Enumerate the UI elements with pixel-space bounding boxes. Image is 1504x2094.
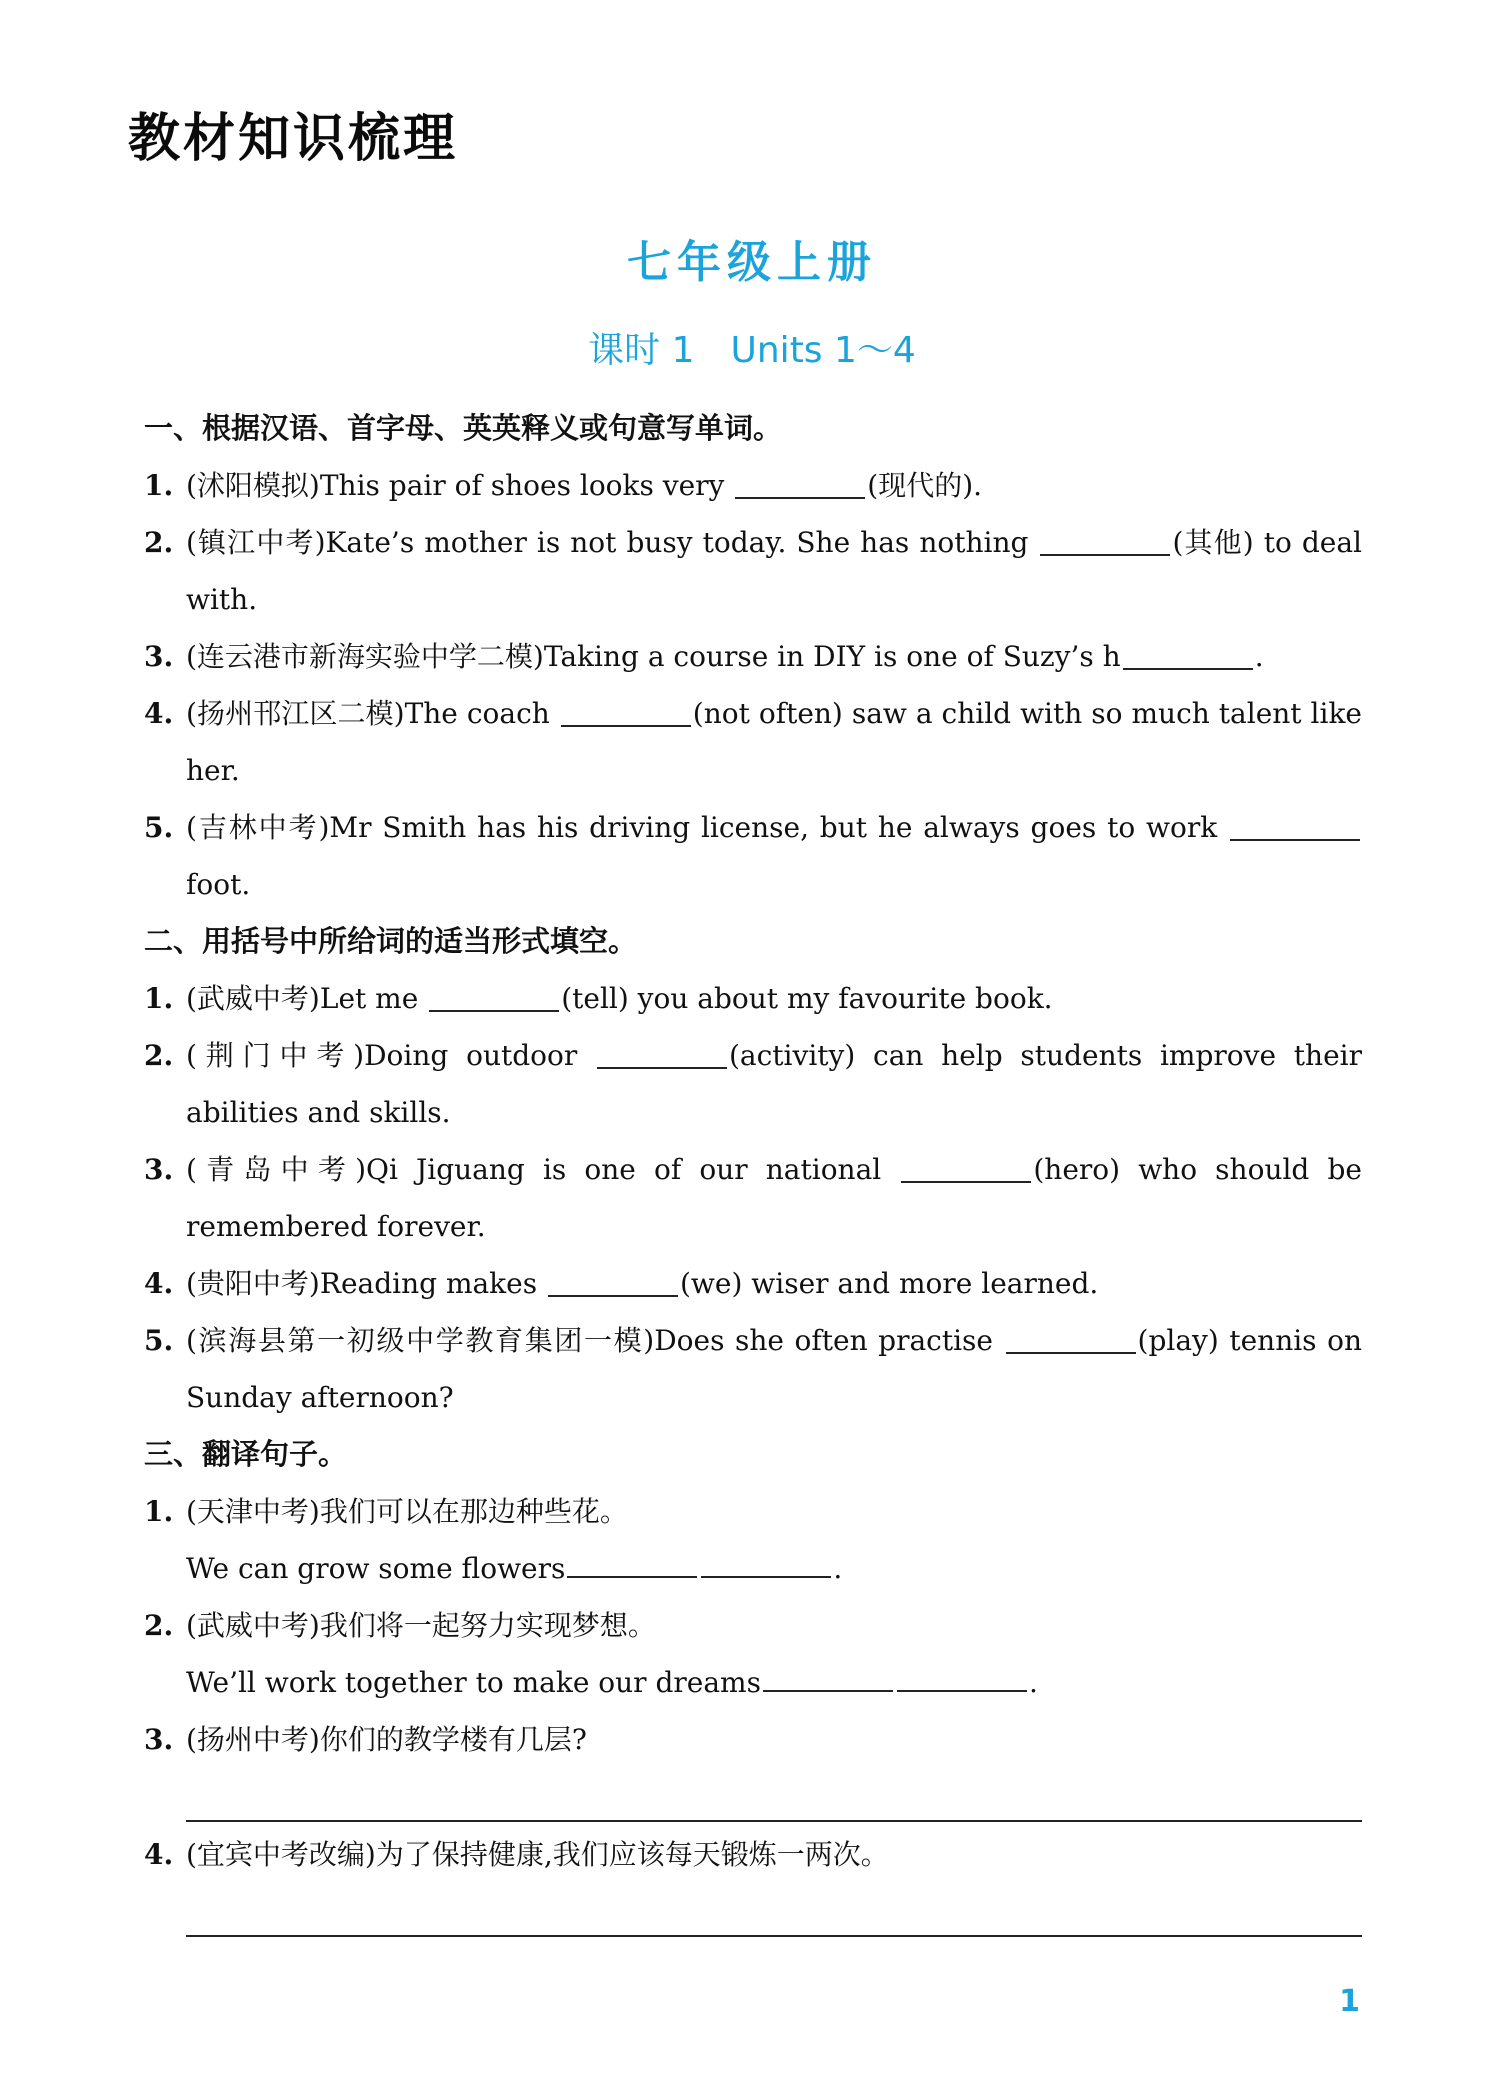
question-2-2 xyxy=(144,1027,1362,1141)
grade-title: 七年级上册 xyxy=(627,237,877,288)
answer-blank[interactable] xyxy=(561,697,691,727)
question-number: 4. xyxy=(144,697,174,730)
answer-blank[interactable] xyxy=(597,1039,727,1069)
chinese-sentence: 我们将一起努力实现梦想。 xyxy=(319,1609,656,1642)
question-number: 4. xyxy=(144,1267,174,1300)
question-text: The coach xyxy=(404,697,559,730)
question-source: (扬州中考) xyxy=(186,1723,320,1756)
chinese-sentence: 我们可以在那边种些花。 xyxy=(319,1495,628,1528)
question-text: (activity) can help students improve their abilities and skills. xyxy=(186,1039,1362,1129)
question-number: 1. xyxy=(144,469,174,502)
question-text: Does she often practise xyxy=(654,1324,1004,1357)
question-text: (play) tennis on Sunday afternoon? xyxy=(186,1324,1362,1414)
question-text: Mr Smith has his driving license, but he always goes to work xyxy=(329,811,1228,844)
question-text: Let me xyxy=(319,982,428,1015)
question-number: 3. xyxy=(144,640,174,673)
question-1-5 xyxy=(144,799,1362,913)
answer-blank[interactable] xyxy=(763,1662,893,1692)
question-text: Taking a course in DIY is one of Suzy’s h xyxy=(543,640,1121,673)
question-number: 1. xyxy=(144,1495,174,1528)
question-2-4 xyxy=(144,1255,1362,1312)
question-number: 3. xyxy=(144,1153,174,1186)
question-source: (武威中考) xyxy=(186,1609,320,1642)
question-number: 3. xyxy=(144,1723,174,1756)
english-sentence: . xyxy=(1028,1666,1038,1699)
chinese-sentence: 为了保持健康,我们应该每天锻炼一两次。 xyxy=(375,1838,889,1871)
answer-blank[interactable] xyxy=(548,1267,678,1297)
question-text: Doing outdoor xyxy=(364,1039,595,1072)
question-text: Kate’s mother is not busy today. She has nothing xyxy=(325,526,1039,559)
question-text: (现代的). xyxy=(867,469,983,502)
question-source: (扬州邗江区二模) xyxy=(186,697,405,730)
english-sentence: . xyxy=(833,1552,843,1585)
question-1-2 xyxy=(144,514,1362,628)
question-text: This pair of shoes looks very xyxy=(319,469,734,502)
answer-blank[interactable] xyxy=(1123,640,1253,670)
question-3-2 xyxy=(144,1597,1362,1711)
question-1-1 xyxy=(144,457,1362,514)
question-text: foot. xyxy=(186,868,251,901)
question-source: (天津中考) xyxy=(186,1495,320,1528)
page-header: 教材知识梳理 xyxy=(128,109,459,169)
answer-blank[interactable] xyxy=(1040,526,1170,556)
exercise-content xyxy=(144,400,1362,1941)
question-number: 5. xyxy=(144,1324,174,1357)
english-sentence: We can grow some flowers xyxy=(186,1552,566,1585)
question-text: (we) wiser and more learned. xyxy=(680,1267,1099,1300)
question-3-4 xyxy=(144,1826,1362,1941)
question-text: . xyxy=(1254,640,1264,673)
question-number: 4. xyxy=(144,1838,174,1871)
answer-blank[interactable] xyxy=(1006,1324,1136,1354)
question-source: (武威中考) xyxy=(186,982,320,1015)
question-source: (沭阳模拟) xyxy=(186,469,320,502)
lesson-title: 课时 1 Units 1～4 xyxy=(588,330,916,371)
question-2-5 xyxy=(144,1312,1362,1426)
page-number: 1 xyxy=(1339,1984,1360,2019)
question-number: 2. xyxy=(144,1039,174,1072)
question-text: (not often) saw a child with so much talent like her. xyxy=(186,697,1362,787)
question-source: (滨海县第一初级中学教育集团一模) xyxy=(186,1324,655,1357)
question-source: (宜宾中考改编) xyxy=(186,1838,376,1871)
question-text: (其他) to deal with. xyxy=(186,526,1362,616)
question-number: 1. xyxy=(144,982,174,1015)
question-source: (荆门中考) xyxy=(186,1039,365,1072)
english-sentence: We’ll work together to make our dreams xyxy=(186,1666,761,1699)
question-text: Qi Jiguang is one of our national xyxy=(366,1153,900,1186)
answer-line[interactable] xyxy=(186,1883,1362,1937)
answer-blank[interactable] xyxy=(897,1662,1027,1692)
answer-blank[interactable] xyxy=(701,1548,831,1578)
answer-blank[interactable] xyxy=(429,982,559,1012)
answer-line[interactable] xyxy=(186,1768,1362,1822)
question-1-3 xyxy=(144,628,1362,685)
question-3-3 xyxy=(144,1711,1362,1826)
question-number: 2. xyxy=(144,526,174,559)
question-number: 2. xyxy=(144,1609,174,1642)
answer-blank[interactable] xyxy=(567,1548,697,1578)
question-text: (hero) who should be remembered forever. xyxy=(186,1153,1362,1243)
question-text: Reading makes xyxy=(319,1267,546,1300)
section-heading-3: 三、翻译句子。 xyxy=(144,1437,348,1471)
question-2-3 xyxy=(144,1141,1362,1255)
question-text: (tell) you about my favourite book. xyxy=(561,982,1053,1015)
question-source: (吉林中考) xyxy=(186,811,330,844)
question-2-1 xyxy=(144,970,1362,1027)
section-heading-2: 二、用括号中所给词的适当形式填空。 xyxy=(144,924,638,958)
question-number: 5. xyxy=(144,811,174,844)
section-heading-1: 一、根据汉语、首字母、英英释义或句意写单词。 xyxy=(144,411,783,445)
question-source: (青岛中考) xyxy=(186,1153,366,1186)
answer-blank[interactable] xyxy=(901,1153,1031,1183)
question-source: (贵阳中考) xyxy=(186,1267,320,1300)
question-3-1 xyxy=(144,1483,1362,1597)
answer-blank[interactable] xyxy=(735,469,865,499)
chinese-sentence: 你们的教学楼有几层? xyxy=(319,1723,587,1756)
question-source: (连云港市新海实验中学二模) xyxy=(186,640,544,673)
question-1-4 xyxy=(144,685,1362,799)
question-source: (镇江中考) xyxy=(186,526,326,559)
answer-blank[interactable] xyxy=(1230,811,1360,841)
